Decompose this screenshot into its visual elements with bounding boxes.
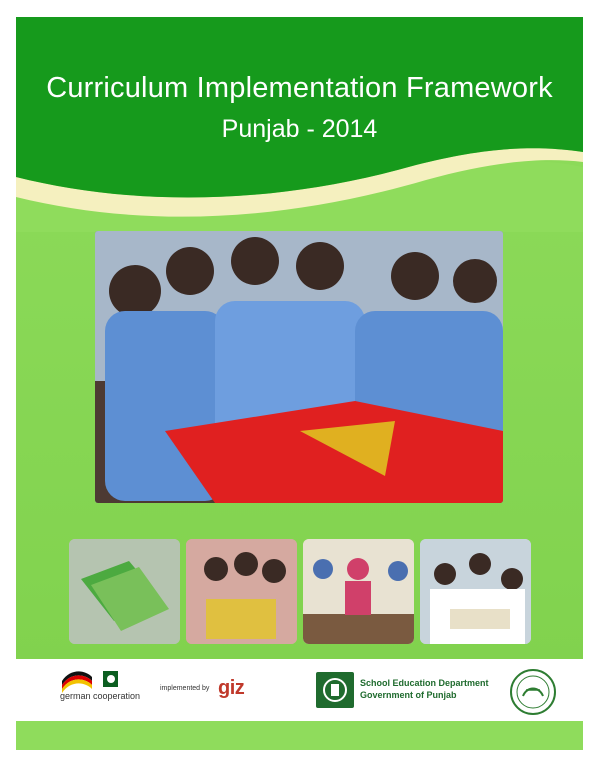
giz-wordmark: giz bbox=[218, 677, 245, 699]
thumbnail-photo-studying bbox=[420, 539, 531, 644]
implemented-by-label: implemented by bbox=[160, 685, 210, 692]
cover-header bbox=[16, 17, 583, 232]
sed-government: Government of Punjab bbox=[360, 690, 457, 700]
german-cooperation-label: german cooperation bbox=[60, 691, 141, 701]
main-photo bbox=[95, 231, 503, 503]
seal-icon bbox=[509, 668, 557, 716]
school-education-department-logo bbox=[316, 672, 494, 708]
thumbnail-photo-teacher bbox=[303, 539, 414, 644]
sed-name: School Education Department bbox=[360, 678, 489, 688]
document-subtitle: Punjab - 2014 bbox=[221, 115, 378, 143]
flags-icon bbox=[60, 667, 120, 693]
thumbnail-photo-books bbox=[69, 539, 180, 644]
logo-bar bbox=[16, 659, 583, 721]
german-cooperation-logo bbox=[60, 667, 150, 713]
thumbnail-photo-students-books bbox=[186, 539, 297, 644]
bottom-band bbox=[16, 721, 583, 750]
document-title: Curriculum Implementation Framework bbox=[46, 72, 553, 104]
cover bbox=[16, 17, 583, 750]
punjab-emblem-icon bbox=[316, 672, 354, 708]
giz-logo bbox=[160, 679, 305, 701]
